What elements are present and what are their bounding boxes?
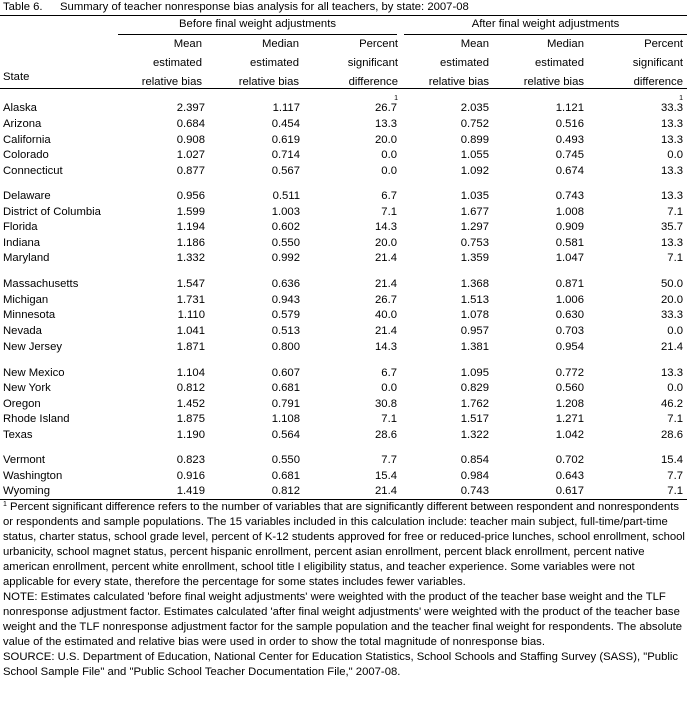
cell-b-pct: 0.0 [381, 149, 397, 161]
cell-b-median: 0.550 [271, 454, 300, 466]
cell-a-mean: 1.513 [460, 294, 489, 306]
cell-b-median: 1.108 [271, 413, 300, 425]
cell-a-mean: 0.829 [460, 382, 489, 394]
table-title-text: Summary of teacher nonresponse bias analysis for all teachers, by state: 2007-08 [60, 1, 469, 13]
table-row [0, 293, 687, 308]
cell-b-median: 0.714 [271, 149, 300, 161]
cell-b-mean: 1.871 [176, 341, 205, 353]
cell-a-mean: 1.092 [460, 165, 489, 177]
state-name: Connecticut [3, 165, 63, 177]
state-name: Vermont [3, 454, 46, 466]
cell-b-median: 0.454 [271, 118, 300, 130]
state-name: Colorado [3, 149, 49, 161]
cell-a-mean: 1.381 [460, 341, 489, 353]
cell-b-pct: 28.6 [375, 429, 397, 441]
cell-b-pct: 26.7 [375, 294, 397, 306]
cell-a-pct: 7.1 [667, 413, 683, 425]
cell-a-pct: 35.7 [661, 221, 683, 233]
state-name: New Jersey [3, 341, 63, 353]
source: SOURCE: U.S. Department of Education, National Center for Education Statistics, School Schools and Staffing Survey (SASS), "Public School Sample File" and "Public School Teacher Documentation File," 2007-08. [3, 651, 679, 678]
cell-b-median: 0.812 [271, 485, 300, 497]
cell-a-mean: 1.297 [460, 221, 489, 233]
cell-a-pct: 13.3 [661, 190, 683, 202]
cell-a-pct: 28.6 [661, 429, 683, 441]
state-name: California [3, 134, 51, 146]
state-name: Arizona [3, 118, 42, 130]
cell-b-pct: 21.4 [375, 252, 397, 264]
cell-b-mean: 1.875 [176, 413, 205, 425]
col-head-after-pct: Percent significant difference $^1$ [632, 38, 683, 102]
cell-a-median: 0.643 [555, 470, 584, 482]
col-head-before-median: Median estimated relative bias [238, 38, 299, 88]
cell-b-mean: 1.547 [176, 278, 205, 290]
cell-b-pct: 13.3 [375, 118, 397, 130]
state-name: Nevada [3, 325, 42, 337]
table-row [0, 397, 687, 412]
cell-a-pct: 7.1 [667, 206, 683, 218]
note: NOTE: Estimates calculated 'before final weight adjustments' were weighted with the product of the teacher base weight and the TLF nonresponse adjustment factor. Estimates calculated 'after final weight adjustments' were weighted with the product of the teacher base weight and the TLF nonresponse adjustment factor for the sample population and the teacher final weight for respondents. The absolute value of the estimated and relative bias were used in order to show the total magnitude of nonresponse bias. [3, 591, 683, 648]
cell-b-mean: 0.812 [176, 382, 205, 394]
cell-b-median: 0.511 [272, 190, 300, 202]
cell-a-median: 0.630 [555, 309, 584, 321]
state-name: New York [3, 382, 51, 394]
cell-a-median: 0.954 [555, 341, 584, 353]
cell-b-median: 0.636 [271, 278, 300, 290]
state-name: Washington [3, 470, 63, 482]
cell-a-median: 0.743 [555, 190, 584, 202]
cell-a-median: 0.909 [555, 221, 584, 233]
cell-a-mean: 1.322 [460, 429, 489, 441]
cell-b-mean: 0.908 [176, 134, 205, 146]
cell-a-mean: 1.035 [460, 190, 489, 202]
cell-b-mean: 1.041 [176, 325, 205, 337]
cell-a-pct: 7.1 [667, 252, 683, 264]
cell-a-mean: 1.078 [460, 309, 489, 321]
cell-a-median: 0.493 [555, 134, 584, 146]
state-name: Texas [3, 429, 33, 441]
footnote-1: $^1$ Percent significant difference refers to the number of variables that are significantly different between respondent and nonrespondents or respondents and sample populations. The 15 variables included in this calculation include: teacher main subject, full-time/part-time status, charter status, school grade level, percent of K-12 students approved for free or reduced-price lunches, school enrollment, school urbanicity, school magnet status, percent hispanic enrollment, percent asian enrollment, percent black enrollment, percent native american enrollment, percent white enrollment, school title I eligibility status, and teacher experience. Some variables were not applicable for every state, therefore the percentage for some states includes fewer variables. [3, 501, 685, 588]
cell-b-pct: 7.7 [381, 454, 397, 466]
table-row [0, 381, 687, 396]
col-head-before-mean: Mean estimated relative bias [141, 38, 202, 88]
cell-a-mean: 1.095 [460, 367, 489, 379]
cell-b-median: 0.602 [271, 221, 300, 233]
cell-b-median: 0.550 [271, 237, 300, 249]
cell-b-pct: 21.4 [375, 485, 397, 497]
cell-b-pct: 14.3 [375, 221, 397, 233]
col-head-after-median: Median estimated relative bias [523, 38, 584, 88]
table-row [0, 469, 687, 484]
cell-b-median: 0.567 [271, 165, 300, 177]
cell-a-pct: 33.3 [661, 309, 683, 321]
table-row [0, 117, 687, 132]
cell-a-pct: 20.0 [661, 294, 683, 306]
cell-a-median: 0.871 [555, 278, 584, 290]
cell-b-pct: 15.4 [375, 470, 397, 482]
group-header-before: Before final weight adjustments [179, 18, 336, 30]
cell-a-median: 1.121 [555, 102, 584, 114]
cell-b-pct: 0.0 [381, 165, 397, 177]
cell-b-pct: 7.1 [381, 413, 397, 425]
cell-a-pct: 13.3 [661, 118, 683, 130]
state-name: Delaware [3, 190, 51, 202]
cell-a-mean: 0.752 [460, 118, 489, 130]
cell-a-pct: 13.3 [661, 165, 683, 177]
cell-b-mean: 1.027 [176, 149, 205, 161]
cell-a-pct: 7.1 [667, 485, 683, 497]
cell-b-pct: 26.7 [375, 102, 397, 114]
cell-a-mean: 2.035 [460, 102, 489, 114]
table-row [0, 308, 687, 323]
cell-a-median: 1.042 [555, 429, 584, 441]
cell-a-mean: 1.055 [460, 149, 489, 161]
cell-b-median: 0.791 [271, 398, 300, 410]
table-row [0, 251, 687, 266]
cell-a-pct: 13.3 [661, 367, 683, 379]
table-row [0, 220, 687, 235]
table-row [0, 148, 687, 163]
state-name: Indiana [3, 237, 41, 249]
cell-b-mean: 1.731 [176, 294, 205, 306]
cell-a-mean: 0.957 [460, 325, 489, 337]
cell-b-median: 0.943 [271, 294, 300, 306]
cell-a-mean: 0.753 [460, 237, 489, 249]
cell-a-pct: 46.2 [661, 398, 683, 410]
cell-b-mean: 1.186 [176, 237, 205, 249]
cell-a-median: 1.047 [555, 252, 584, 264]
cell-a-mean: 1.368 [460, 278, 489, 290]
cell-a-median: 1.008 [555, 206, 584, 218]
table-row [0, 366, 687, 381]
table-row [0, 236, 687, 251]
cell-b-mean: 1.194 [176, 221, 205, 233]
cell-a-median: 0.772 [555, 367, 584, 379]
table-number: Table 6. [3, 1, 43, 13]
cell-a-pct: 33.3 [661, 102, 683, 114]
cell-a-pct: 0.0 [667, 149, 683, 161]
cell-b-pct: 21.4 [375, 325, 397, 337]
cell-b-pct: 20.0 [375, 134, 397, 146]
group-header-after: After final weight adjustments [471, 18, 620, 30]
col-head-state: State [3, 71, 30, 83]
cell-a-pct: 13.3 [661, 237, 683, 249]
table-row [0, 164, 687, 179]
state-name: Minnesota [3, 309, 56, 321]
cell-b-mean: 1.104 [176, 367, 205, 379]
table-row [0, 101, 687, 116]
cell-b-pct: 30.8 [375, 398, 397, 410]
cell-a-pct: 0.0 [667, 325, 683, 337]
cell-b-mean: 1.190 [176, 429, 205, 441]
cell-a-median: 1.006 [555, 294, 584, 306]
table-row [0, 277, 687, 292]
cell-b-mean: 2.397 [176, 102, 205, 114]
state-name: Rhode Island [3, 413, 70, 425]
table-row [0, 340, 687, 355]
cell-a-pct: 21.4 [661, 341, 683, 353]
cell-a-median: 0.702 [555, 454, 584, 466]
cell-a-pct: 15.4 [661, 454, 683, 466]
cell-b-mean: 1.110 [177, 309, 205, 321]
cell-b-median: 1.003 [271, 206, 300, 218]
col-head-after-mean: Mean estimated relative bias [428, 38, 489, 88]
cell-b-mean: 0.684 [176, 118, 205, 130]
cell-a-pct: 13.3 [661, 134, 683, 146]
cell-b-pct: 6.7 [381, 190, 397, 202]
cell-b-mean: 1.599 [176, 206, 205, 218]
cell-b-median: 1.117 [272, 102, 300, 114]
cell-b-median: 0.564 [271, 429, 300, 441]
cell-a-median: 0.617 [555, 485, 584, 497]
cell-b-pct: 14.3 [375, 341, 397, 353]
cell-b-mean: 0.956 [176, 190, 205, 202]
cell-b-mean: 1.419 [176, 485, 205, 497]
table-row [0, 484, 687, 499]
state-name: Alaska [3, 102, 37, 114]
cell-b-median: 0.992 [271, 252, 300, 264]
table-row [0, 412, 687, 427]
cell-a-mean: 1.677 [460, 206, 489, 218]
cell-a-mean: 0.899 [460, 134, 489, 146]
cell-b-mean: 1.332 [176, 252, 205, 264]
cell-b-median: 0.681 [271, 470, 300, 482]
cell-a-mean: 1.517 [460, 413, 489, 425]
cell-b-mean: 0.877 [176, 165, 205, 177]
cell-b-mean: 0.916 [176, 470, 205, 482]
state-name: Wyoming [3, 485, 50, 497]
cell-a-mean: 1.762 [460, 398, 489, 410]
state-name: Maryland [3, 252, 50, 264]
col-head-before-pct: Percent significant difference $^1$ [347, 38, 398, 102]
table-row [0, 205, 687, 220]
cell-a-pct: 0.0 [667, 382, 683, 394]
cell-a-pct: 7.7 [667, 470, 683, 482]
cell-a-median: 0.745 [555, 149, 584, 161]
state-name: Oregon [3, 398, 41, 410]
state-name: Florida [3, 221, 38, 233]
cell-a-mean: 0.984 [460, 470, 489, 482]
cell-b-median: 0.607 [271, 367, 300, 379]
cell-a-median: 0.703 [555, 325, 584, 337]
cell-a-median: 0.516 [555, 118, 584, 130]
cell-b-mean: 0.823 [176, 454, 205, 466]
cell-b-pct: 0.0 [381, 382, 397, 394]
table-row [0, 428, 687, 443]
table-notes [3, 500, 687, 680]
cell-b-pct: 7.1 [381, 206, 397, 218]
table-row [0, 453, 687, 468]
cell-b-pct: 6.7 [381, 367, 397, 379]
cell-b-median: 0.619 [271, 134, 300, 146]
cell-b-median: 0.800 [271, 341, 300, 353]
cell-a-pct: 50.0 [661, 278, 683, 290]
state-name: New Mexico [3, 367, 65, 379]
state-name: Michigan [3, 294, 49, 306]
cell-a-mean: 0.743 [460, 485, 489, 497]
cell-a-median: 1.271 [555, 413, 584, 425]
table-row [0, 133, 687, 148]
state-name: Massachusetts [3, 278, 79, 290]
table-row [0, 189, 687, 204]
state-name: District of Columbia [3, 206, 101, 218]
cell-a-median: 1.208 [555, 398, 584, 410]
cell-b-median: 0.513 [271, 325, 300, 337]
table-row [0, 324, 687, 339]
cell-a-median: 0.560 [555, 382, 584, 394]
cell-a-median: 0.674 [555, 165, 584, 177]
cell-b-pct: 40.0 [375, 309, 397, 321]
cell-b-mean: 1.452 [176, 398, 205, 410]
cell-a-mean: 0.854 [460, 454, 489, 466]
cell-b-pct: 20.0 [375, 237, 397, 249]
cell-b-pct: 21.4 [375, 278, 397, 290]
cell-a-mean: 1.359 [460, 252, 489, 264]
cell-b-median: 0.579 [271, 309, 300, 321]
cell-a-median: 0.581 [555, 237, 584, 249]
cell-b-median: 0.681 [271, 382, 300, 394]
